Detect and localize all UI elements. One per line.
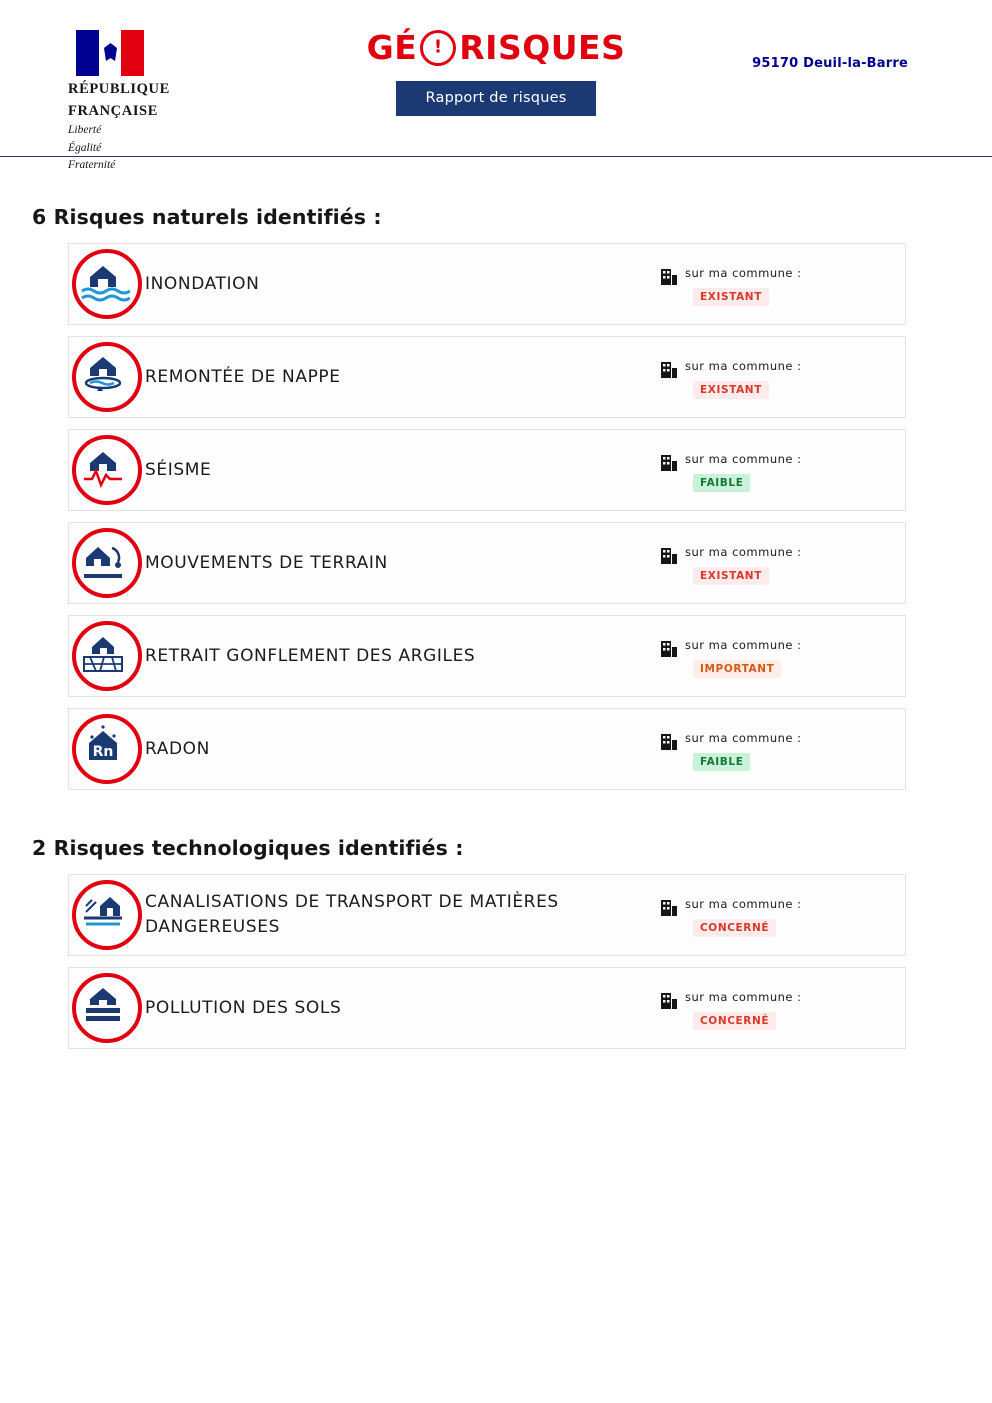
brand-risques-text: RISQUES bbox=[459, 28, 626, 67]
devise-egalite: Égalité bbox=[68, 141, 102, 154]
scope-label: sur ma commune : bbox=[685, 265, 802, 280]
commune-building-icon bbox=[660, 639, 678, 659]
status-badge: CONCERNÉ bbox=[693, 919, 776, 937]
commune-code-label: 95170 Deuil-la-Barre bbox=[752, 56, 908, 71]
commune-building-icon bbox=[660, 898, 678, 918]
devise-liberte: Liberté bbox=[68, 124, 102, 136]
scope-label: sur ma commune : bbox=[685, 896, 802, 911]
soil-pollution-icon bbox=[72, 973, 142, 1043]
risk-label: RETRAIT GONFLEMENT DES ARGILES bbox=[145, 645, 476, 666]
georisques-logo bbox=[367, 28, 626, 67]
republic-line-1: RÉPUBLIQUE bbox=[68, 81, 170, 97]
risk-row-radon[interactable] bbox=[68, 708, 906, 790]
commune-building-icon bbox=[660, 546, 678, 566]
risk-status bbox=[660, 263, 905, 306]
scope-label: sur ma commune : bbox=[685, 358, 802, 373]
brand-ge-text: GÉ bbox=[366, 28, 418, 67]
risk-icon-wrap bbox=[69, 342, 145, 412]
landslide-icon bbox=[72, 528, 142, 598]
groundwater-rise-icon bbox=[72, 342, 142, 412]
flood-icon bbox=[72, 249, 142, 319]
risk-status bbox=[660, 542, 905, 585]
status-badge: EXISTANT bbox=[693, 567, 769, 585]
natural-risk-list bbox=[68, 243, 906, 790]
commune-building-icon bbox=[660, 453, 678, 473]
risk-row-canalisations-matieres-dangereuses[interactable] bbox=[68, 874, 906, 956]
report-title-banner: Rapport de risques bbox=[396, 81, 596, 116]
risk-label: POLLUTION DES SOLS bbox=[145, 997, 342, 1018]
status-badge: CONCERNÉ bbox=[693, 1012, 776, 1030]
risk-row-seisme[interactable] bbox=[68, 429, 906, 511]
commune-building-icon bbox=[660, 991, 678, 1011]
republic-line-2: FRANÇAISE bbox=[68, 103, 158, 119]
risk-label: SÉISME bbox=[145, 459, 212, 480]
scope-label: sur ma commune : bbox=[685, 544, 802, 559]
risk-icon-wrap bbox=[69, 249, 145, 319]
devise-fraternite: Fraternité bbox=[68, 159, 116, 171]
commune-building-icon bbox=[660, 360, 678, 380]
risk-label: CANALISATIONS DE TRANSPORT DE MATIÈRES DANGEREUSES bbox=[145, 892, 559, 937]
risk-row-mouvements-de-terrain[interactable] bbox=[68, 522, 906, 604]
risk-icon-wrap bbox=[69, 621, 145, 691]
risk-icon-wrap bbox=[69, 973, 145, 1043]
svg-text:Rn: Rn bbox=[92, 744, 114, 760]
warning-circle-icon bbox=[420, 30, 456, 66]
risk-icon-wrap bbox=[69, 880, 145, 950]
technological-risk-list bbox=[68, 874, 906, 1049]
scope-label: sur ma commune : bbox=[685, 730, 802, 745]
risk-label: RADON bbox=[145, 738, 210, 759]
clay-shrink-swell-icon bbox=[72, 621, 142, 691]
scope-label: sur ma commune : bbox=[685, 989, 802, 1004]
risk-status bbox=[660, 894, 905, 937]
risk-row-retrait-gonflement-des-argiles[interactable] bbox=[68, 615, 906, 697]
risk-status bbox=[660, 728, 905, 771]
commune-building-icon bbox=[660, 732, 678, 752]
pipeline-hazardous-materials-icon bbox=[72, 880, 142, 950]
risk-icon-wrap bbox=[69, 714, 145, 784]
status-badge: FAIBLE bbox=[693, 474, 750, 492]
risk-row-pollution-des-sols[interactable] bbox=[68, 967, 906, 1049]
risk-status bbox=[660, 356, 905, 399]
page-header bbox=[0, 0, 992, 171]
risk-status bbox=[660, 635, 905, 678]
status-badge: FAIBLE bbox=[693, 753, 750, 771]
risk-status bbox=[660, 449, 905, 492]
commune-building-icon bbox=[660, 267, 678, 287]
status-badge: IMPORTANT bbox=[693, 660, 781, 678]
scope-label: sur ma commune : bbox=[685, 451, 802, 466]
status-badge: EXISTANT bbox=[693, 381, 769, 399]
risk-report-content bbox=[0, 205, 992, 1049]
section-title-technological-risks: 2 Risques technologiques identifiés : bbox=[32, 836, 464, 860]
earthquake-icon bbox=[72, 435, 142, 505]
radon-icon bbox=[72, 714, 142, 784]
risk-icon-wrap bbox=[69, 528, 145, 598]
risk-row-inondation[interactable] bbox=[68, 243, 906, 325]
scope-label: sur ma commune : bbox=[685, 637, 802, 652]
risk-label: MOUVEMENTS DE TERRAIN bbox=[145, 552, 388, 573]
section-title-natural-risks: 6 Risques naturels identifiés : bbox=[32, 205, 382, 229]
risk-label: REMONTÉE DE NAPPE bbox=[145, 366, 341, 387]
risk-status bbox=[660, 987, 905, 1030]
risk-icon-wrap bbox=[69, 435, 145, 505]
status-badge: EXISTANT bbox=[693, 288, 769, 306]
georisques-branding bbox=[0, 28, 992, 116]
risk-label: INONDATION bbox=[145, 273, 260, 294]
risk-row-remontee-de-nappe[interactable] bbox=[68, 336, 906, 418]
